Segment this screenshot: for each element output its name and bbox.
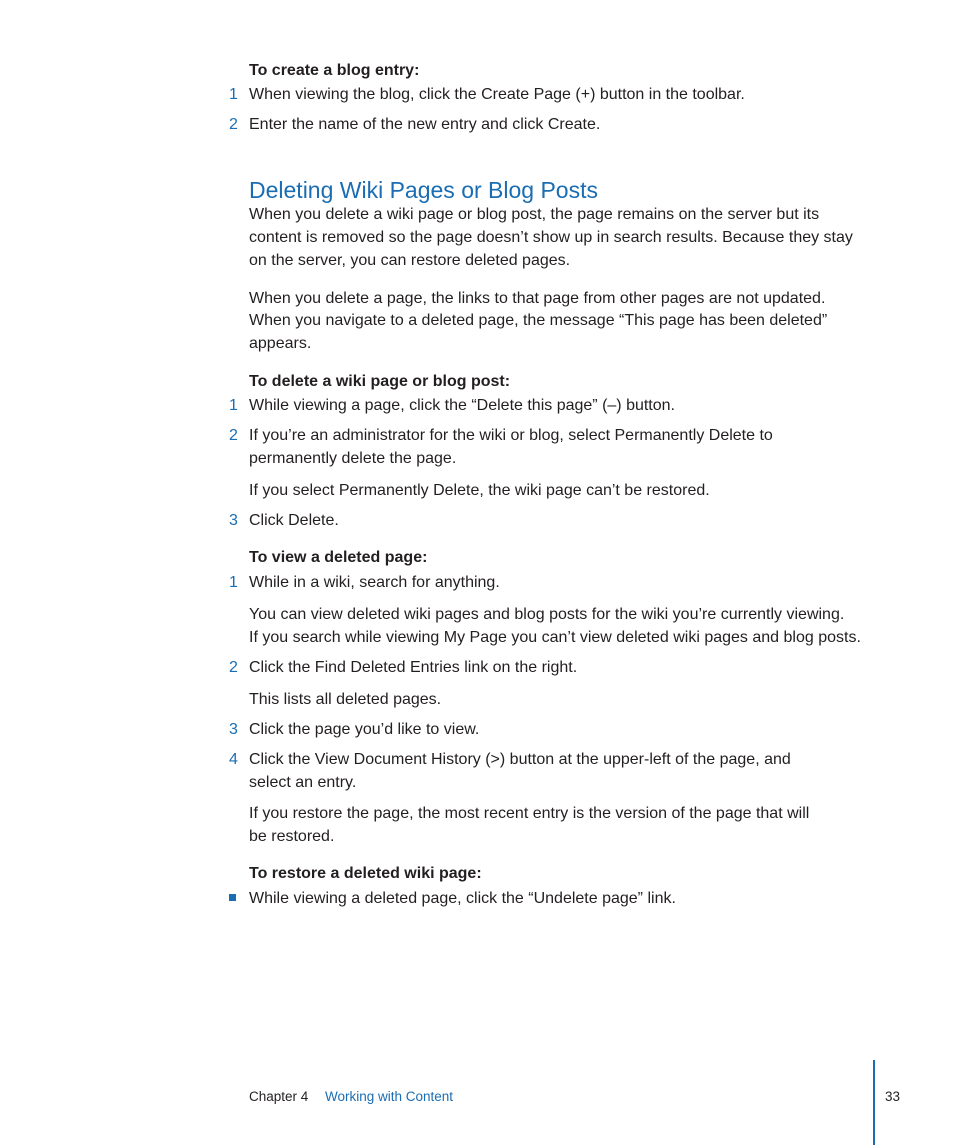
body-paragraph-line: appears. (249, 335, 312, 352)
step-text: Click the Find Deleted Entries link on the right. (249, 659, 578, 676)
step-text: Click the View Document History (>) button at the upper-left of the page, and (249, 751, 791, 768)
step-number: 1 (229, 86, 238, 103)
step-note: You can view deleted wiki pages and blog posts for the wiki you’re currently viewing. (249, 606, 845, 623)
step-number: 2 (229, 427, 238, 444)
step-note: This lists all deleted pages. (249, 691, 442, 708)
step-text: If you’re an administrator for the wiki or blog, select Permanently Delete to (249, 427, 773, 444)
step-text: While viewing a page, click the “Delete this page” (–) button. (249, 397, 675, 414)
step-note: If you search while viewing My Page you can’t view deleted wiki pages and blog posts. (249, 629, 861, 646)
step-number: 4 (229, 751, 238, 768)
footer-chapter-title: Working with Content (325, 1089, 454, 1104)
footer-divider (873, 1060, 875, 1145)
task-heading-view-deleted: To view a deleted page: (249, 549, 428, 566)
step-text: permanently delete the page. (249, 450, 457, 467)
page-number: 33 (885, 1089, 901, 1104)
step-number: 2 (229, 659, 238, 676)
bullet-text: While viewing a deleted page, click the “Undelete page” link. (249, 890, 676, 907)
footer-chapter-label: Chapter 4 (249, 1089, 309, 1104)
step-text: Click Delete. (249, 512, 339, 529)
step-number: 3 (229, 721, 238, 738)
task-heading-delete: To delete a wiki page or blog post: (249, 373, 511, 390)
step-text: While in a wiki, search for anything. (249, 574, 500, 591)
body-paragraph-line: content is removed so the page doesn’t show up in search results. Because they stay (249, 229, 853, 246)
task-heading-restore: To restore a deleted wiki page: (249, 865, 482, 882)
body-paragraph-line: on the server, you can restore deleted pages. (249, 252, 571, 269)
step-text: Click the page you’d like to view. (249, 721, 480, 738)
section-title: Deleting Wiki Pages or Blog Posts (249, 177, 598, 203)
task-heading-create-blog-entry: To create a blog entry: (249, 62, 420, 79)
step-text: select an entry. (249, 774, 357, 791)
step-number: 3 (229, 512, 238, 529)
step-text: Enter the name of the new entry and click Create. (249, 116, 601, 133)
bullet-square-icon (229, 894, 236, 901)
step-number: 1 (229, 574, 238, 591)
body-paragraph-line: When you navigate to a deleted page, the message “This page has been deleted” (249, 312, 828, 329)
step-note: be restored. (249, 828, 335, 845)
step-number: 2 (229, 116, 238, 133)
step-note: If you select Permanently Delete, the wiki page can’t be restored. (249, 482, 710, 499)
step-number: 1 (229, 397, 238, 414)
step-note: If you restore the page, the most recent entry is the version of the page that will (249, 805, 810, 822)
body-paragraph-line: When you delete a page, the links to that page from other pages are not updated. (249, 290, 826, 307)
body-paragraph-line: When you delete a wiki page or blog post, the page remains on the server but its (249, 206, 820, 223)
step-text: When viewing the blog, click the Create Page (+) button in the toolbar. (249, 86, 745, 103)
